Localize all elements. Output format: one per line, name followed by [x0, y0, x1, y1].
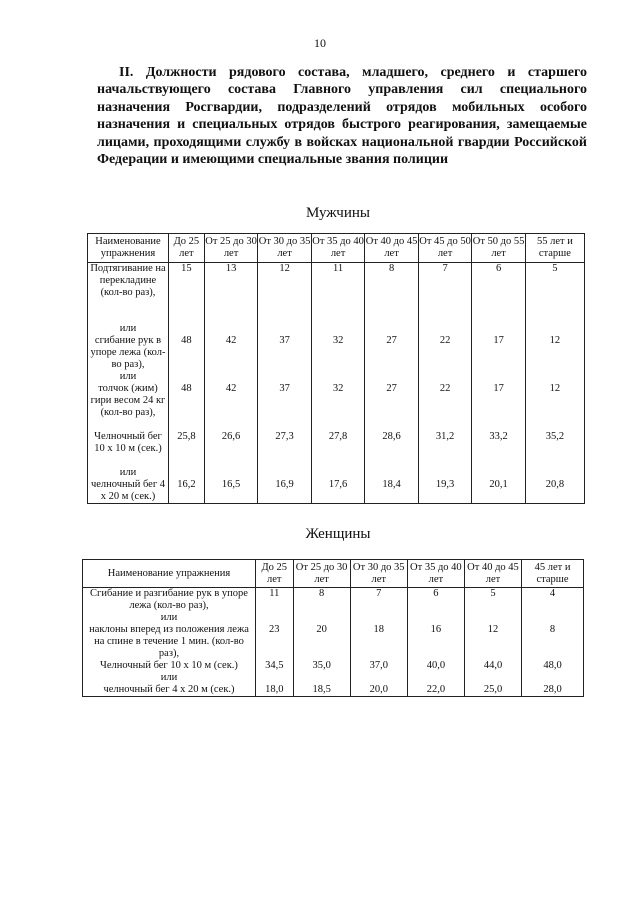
- column-header: От 45 до 50 лет: [418, 234, 472, 263]
- table-cell: 44,0: [483, 660, 503, 671]
- table-cell: 26,6: [221, 431, 241, 442]
- column-header: От 25 до 30 лет: [293, 560, 350, 588]
- value-column: [350, 588, 407, 697]
- table-cell: 17: [493, 383, 504, 394]
- table-cell: 7: [376, 588, 382, 599]
- exercise-name: челночный бег 4 х 20 м (сек.): [90, 479, 166, 502]
- table-cell: 33,2: [489, 431, 508, 442]
- value-column: [472, 263, 526, 504]
- column-header: Наименование упражнения: [83, 560, 256, 588]
- exercise-name: челночный бег 4 х 20 м (сек.): [103, 684, 235, 695]
- table-cell: 8: [388, 263, 395, 274]
- table-row: [88, 263, 585, 504]
- exercise-name: Челночный бег 10 х 10 м (сек.): [94, 431, 162, 454]
- exercise-cell: [83, 588, 256, 697]
- table-cell: 20,1: [489, 479, 508, 490]
- table-cell: 16,5: [221, 479, 241, 490]
- table-header-row: [83, 560, 584, 588]
- table-cell: 32: [332, 335, 344, 346]
- table-cell: 31,2: [435, 431, 455, 442]
- table-cell: 37,0: [369, 660, 388, 671]
- or-label: или: [119, 371, 137, 382]
- table-cell: 8: [319, 588, 325, 599]
- table-cell: 34,5: [265, 660, 284, 671]
- table-cell: 11: [333, 263, 344, 274]
- table-cell: 7: [442, 263, 448, 274]
- column-header: Наименование упражнения: [88, 234, 169, 263]
- table-cell: 12: [487, 624, 499, 635]
- or-label: или: [119, 323, 137, 334]
- value-column: [407, 588, 464, 697]
- table-cell: 20,8: [545, 479, 565, 490]
- table-cell: 35,0: [312, 660, 331, 671]
- table-cell: 27,3: [275, 431, 294, 442]
- table-cell: 12: [549, 335, 561, 346]
- exercise-name: Сгибание и разгибание рук в упоре лежа (кол-во раз),: [90, 588, 248, 611]
- value-column: [365, 263, 419, 504]
- table-cell: 19,3: [435, 479, 455, 490]
- value-column: [464, 588, 521, 697]
- column-header: 55 лет и старше: [525, 234, 584, 263]
- women-standards-table: [82, 559, 584, 697]
- table-cell: 35,2: [545, 431, 565, 442]
- table-cell: 48,0: [543, 660, 562, 671]
- or-label: или: [119, 467, 137, 478]
- women-table-title: Женщины: [305, 526, 371, 542]
- exercise-name: Челночный бег 10 х 10 м (сек.): [100, 660, 238, 671]
- table-cell: 22,0: [426, 684, 446, 695]
- column-header: От 30 до 35 лет: [258, 234, 312, 263]
- column-header: От 40 до 45 лет: [365, 234, 419, 263]
- table-cell: 25,8: [177, 431, 196, 442]
- table-cell: 11: [269, 588, 280, 599]
- table-cell: 12: [549, 383, 561, 394]
- table-cell: 18,4: [382, 479, 401, 490]
- table-cell: 22: [439, 383, 451, 394]
- column-header: От 40 до 45 лет: [464, 560, 521, 588]
- table-cell: 27: [386, 383, 397, 394]
- table-cell: 15: [181, 263, 192, 274]
- column-header: 45 лет и старше: [522, 560, 584, 588]
- column-header: До 25 лет: [169, 234, 205, 263]
- column-header: От 30 до 35 лет: [350, 560, 407, 588]
- table-cell: 32: [332, 383, 344, 394]
- exercise-name: толчок (жим) гири весом 24 кг (кол-во раз),: [90, 383, 166, 418]
- table-cell: 16: [430, 624, 442, 635]
- column-header: До 25 лет: [256, 560, 294, 588]
- table-row: [83, 588, 584, 697]
- table-cell: 48: [181, 335, 192, 346]
- table-cell: 48: [181, 383, 192, 394]
- value-column: [204, 263, 258, 504]
- table-cell: 16,2: [177, 479, 196, 490]
- exercise-cell: [88, 263, 169, 504]
- table-cell: 20: [316, 624, 327, 635]
- page-number: 10: [314, 36, 326, 50]
- value-column: [311, 263, 365, 504]
- column-header: От 25 до 30 лет: [204, 234, 258, 263]
- table-cell: 6: [495, 263, 502, 274]
- or-label: или: [160, 612, 178, 623]
- value-column: [256, 588, 294, 697]
- value-column: [169, 263, 205, 504]
- exercise-name: сгибание рук в упоре лежа (кол-во раз),: [90, 335, 166, 370]
- table-cell: 27: [386, 335, 397, 346]
- table-cell: 13: [225, 263, 237, 274]
- table-cell: 18: [373, 624, 384, 635]
- table-cell: 5: [552, 263, 558, 274]
- exercise-name: Подтягивание на перекладине (кол-во раз),: [90, 263, 166, 298]
- table-cell: 40,0: [426, 660, 446, 671]
- or-label: или: [160, 672, 178, 683]
- table-cell: 37: [279, 383, 290, 394]
- table-cell: 23: [269, 624, 280, 635]
- exercise-name: наклоны вперед из положения лежа на спине в течение 1 мин. (кол-во раз),: [89, 624, 249, 659]
- value-column: [293, 588, 350, 697]
- table-cell: 18,5: [312, 684, 331, 695]
- value-column: [258, 263, 312, 504]
- table-cell: 4: [549, 588, 556, 599]
- table-cell: 8: [549, 624, 556, 635]
- table-cell: 42: [225, 383, 237, 394]
- table-cell: 16,9: [275, 479, 294, 490]
- value-column: [525, 263, 584, 504]
- table-cell: 6: [433, 588, 439, 599]
- table-cell: 37: [279, 335, 290, 346]
- column-header: От 35 до 40 лет: [407, 560, 464, 588]
- table-cell: 17,6: [328, 479, 348, 490]
- men-table-title: Мужчины: [306, 205, 370, 221]
- table-cell: 20,0: [369, 684, 388, 695]
- column-header: От 35 до 40 лет: [311, 234, 365, 263]
- table-cell: 12: [279, 263, 290, 274]
- column-header: От 50 до 55 лет: [472, 234, 526, 263]
- table-cell: 18,0: [265, 684, 284, 695]
- table-header-row: [88, 234, 585, 263]
- table-cell: 28,0: [543, 684, 562, 695]
- table-cell: 22: [439, 335, 451, 346]
- value-column: [522, 588, 584, 697]
- table-cell: 5: [490, 588, 496, 599]
- section-heading: II. Должности рядового состава, младшего, среднего и старшего начальствующего состава Главного управления сил специального назначения Росгвардии, подразделений отрядов мобильных особого назначения и специальных отрядов быстрого реагирования, замещаемые лицами, проходящими службу в войсках национальной гвардии Российской Федерации и имеющими специальные звания полиции: [97, 65, 587, 168]
- table-cell: 42: [225, 335, 237, 346]
- table-cell: 27,8: [328, 431, 348, 442]
- men-standards-table: [87, 233, 585, 504]
- table-cell: 25,0: [483, 684, 503, 695]
- value-column: [418, 263, 472, 504]
- table-cell: 28,6: [382, 431, 401, 442]
- table-cell: 17: [493, 335, 504, 346]
